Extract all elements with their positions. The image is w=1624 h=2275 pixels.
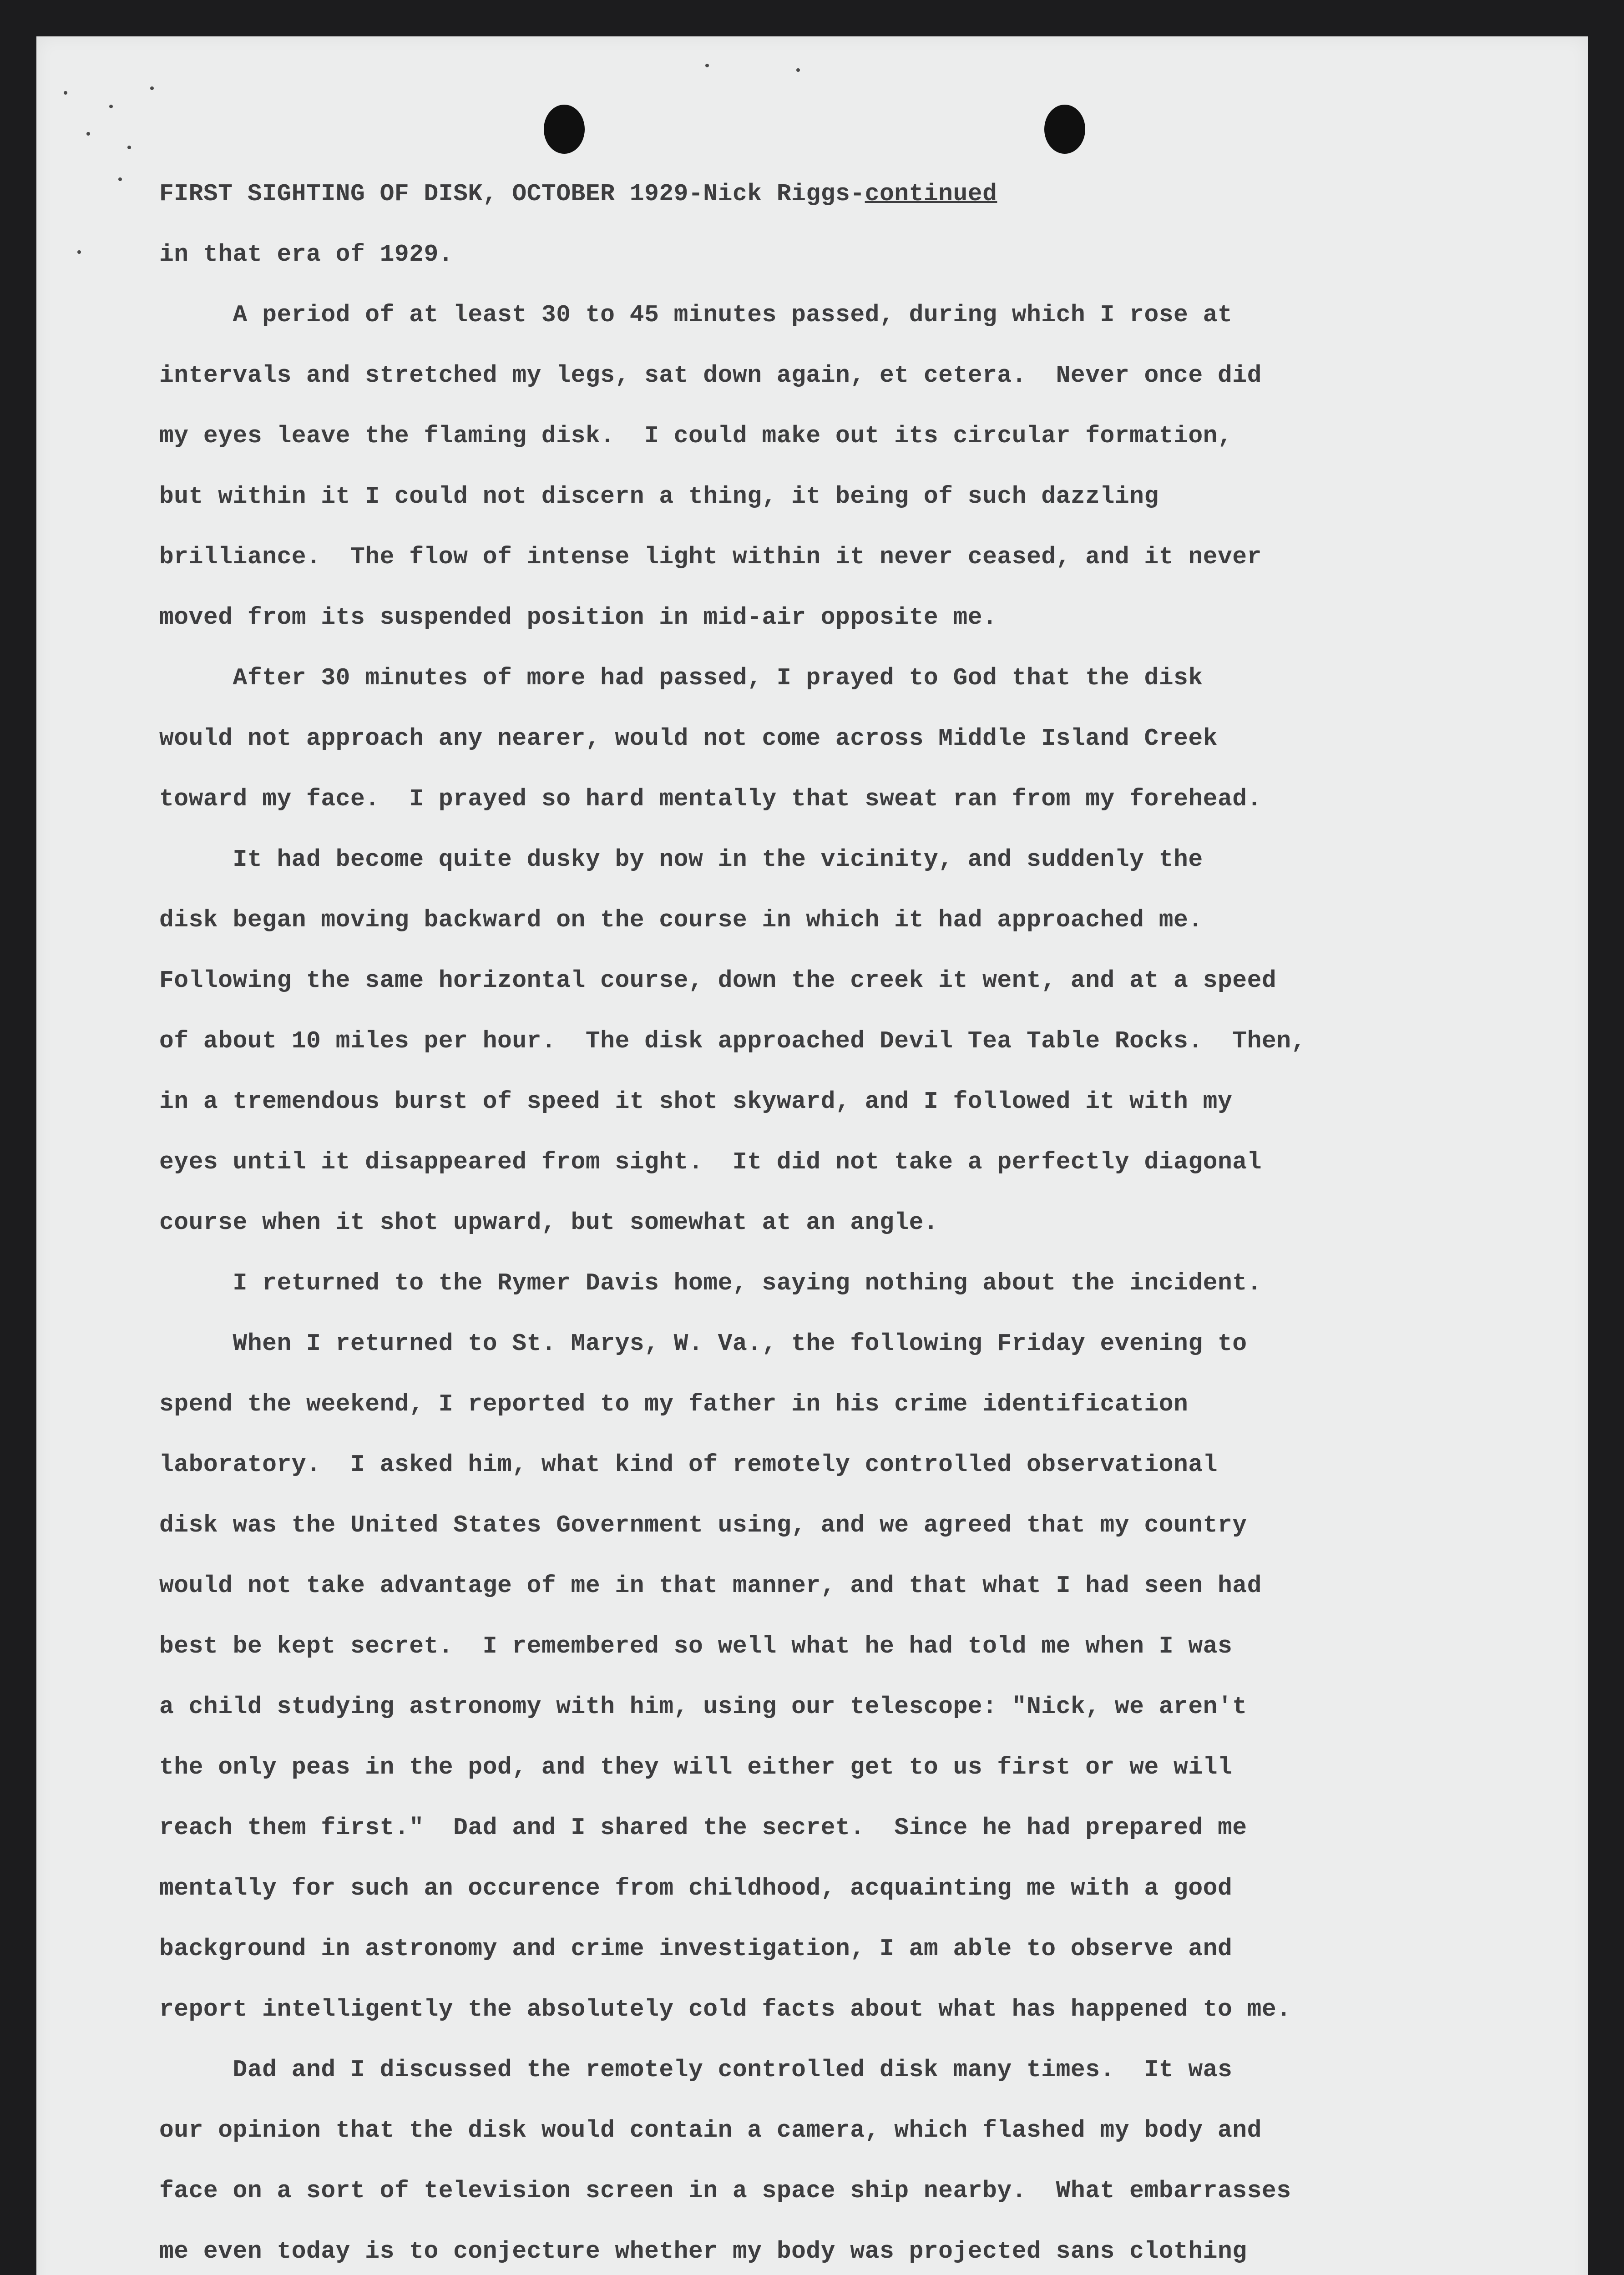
text-line: course when it shot upward, but somewhat at an angle. [159,1209,939,1236]
text-line: Dad and I discussed the remotely controlled disk many times. It was [159,2056,1233,2083]
heading-continued: continued [865,180,997,207]
text-line: me even today is to conjecture whether my body was projected sans clothing [159,2238,1247,2265]
text-line: in that era of 1929. [159,241,454,268]
text-line: After 30 minutes of more had passed, I prayed to God that the disk [159,664,1203,692]
text-line: in a tremendous burst of speed it shot skyward, and I followed it with my [159,1088,1233,1115]
text-line: toward my face. I prayed so hard mentally that sweat ran from my forehead. [159,785,1262,813]
text-line: face on a sort of television screen in a space ship nearby. What embarrasses [159,2177,1291,2204]
text-line: intervals and stretched my legs, sat down again, et cetera. Never once did [159,362,1262,389]
ink-speck [127,146,131,149]
text-line: report intelligently the absolutely cold facts about what has happened to me. [159,1996,1291,2023]
text-line: the only peas in the pod, and they will either get to us first or we will [159,1754,1233,1781]
text-line: my eyes leave the flaming disk. I could make out its circular formation, [159,422,1233,450]
text-line: would not approach any nearer, would not come across Middle Island Creek [159,725,1218,752]
text-line: spend the weekend, I reported to my father in his crime identification [159,1390,1189,1418]
heading-title: FIRST SIGHTING OF DISK, OCTOBER 1929-Nick Riggs- [159,180,865,207]
text-line: I returned to the Rymer Davis home, saying nothing about the incident. [159,1269,1262,1297]
ink-speck [796,68,800,72]
ink-speck [118,177,122,181]
text-line: mentally for such an occurence from childhood, acquainting me with a good [159,1875,1233,1902]
page-heading [159,164,1388,224]
ink-speck [64,91,67,95]
ink-speck [77,250,81,254]
ink-speck [705,64,709,67]
text-line: brilliance. The flow of intense light within it never ceased, and it never [159,543,1262,571]
text-line: of about 10 miles per hour. The disk approached Devil Tea Table Rocks. Then, [159,1027,1306,1055]
text-line: disk was the United States Government using, and we agreed that my country [159,1512,1247,1539]
text-line: Following the same horizontal course, down the creek it went, and at a speed [159,967,1277,994]
text-line: laboratory. I asked him, what kind of remotely controlled observational [159,1451,1218,1478]
text-line: but within it I could not discern a thing, it being of such dazzling [159,483,1159,510]
text-line: a child studying astronomy with him, using our telescope: "Nick, we aren't [159,1693,1247,1720]
ink-speck [109,105,113,108]
text-line: It had become quite dusky by now in the vicinity, and suddenly the [159,846,1203,873]
punch-hole-left [544,105,585,154]
text-line: moved from its suspended position in mid-air opposite me. [159,604,997,631]
ink-speck [86,132,90,136]
text-line: would not take advantage of me in that manner, and that what I had seen had [159,1572,1262,1599]
text-line: When I returned to St. Marys, W. Va., the following Friday evening to [159,1330,1247,1357]
text-line: our opinion that the disk would contain a camera, which flashed my body and [159,2117,1262,2144]
text-line: reach them first." Dad and I shared the secret. Since he had prepared me [159,1814,1247,1841]
ink-speck [150,86,154,90]
punch-hole-right [1044,105,1085,154]
text-line: eyes until it disappeared from sight. It did not take a perfectly diagonal [159,1148,1262,1176]
typed-body-text [159,164,1388,2275]
text-line: A period of at least 30 to 45 minutes passed, during which I rose at [159,301,1233,329]
text-line: background in astronomy and crime investigation, I am able to observe and [159,1935,1233,1962]
text-line: best be kept secret. I remembered so well what he had told me when I was [159,1633,1233,1660]
text-line: disk began moving backward on the course in which it had approached me. [159,906,1203,934]
